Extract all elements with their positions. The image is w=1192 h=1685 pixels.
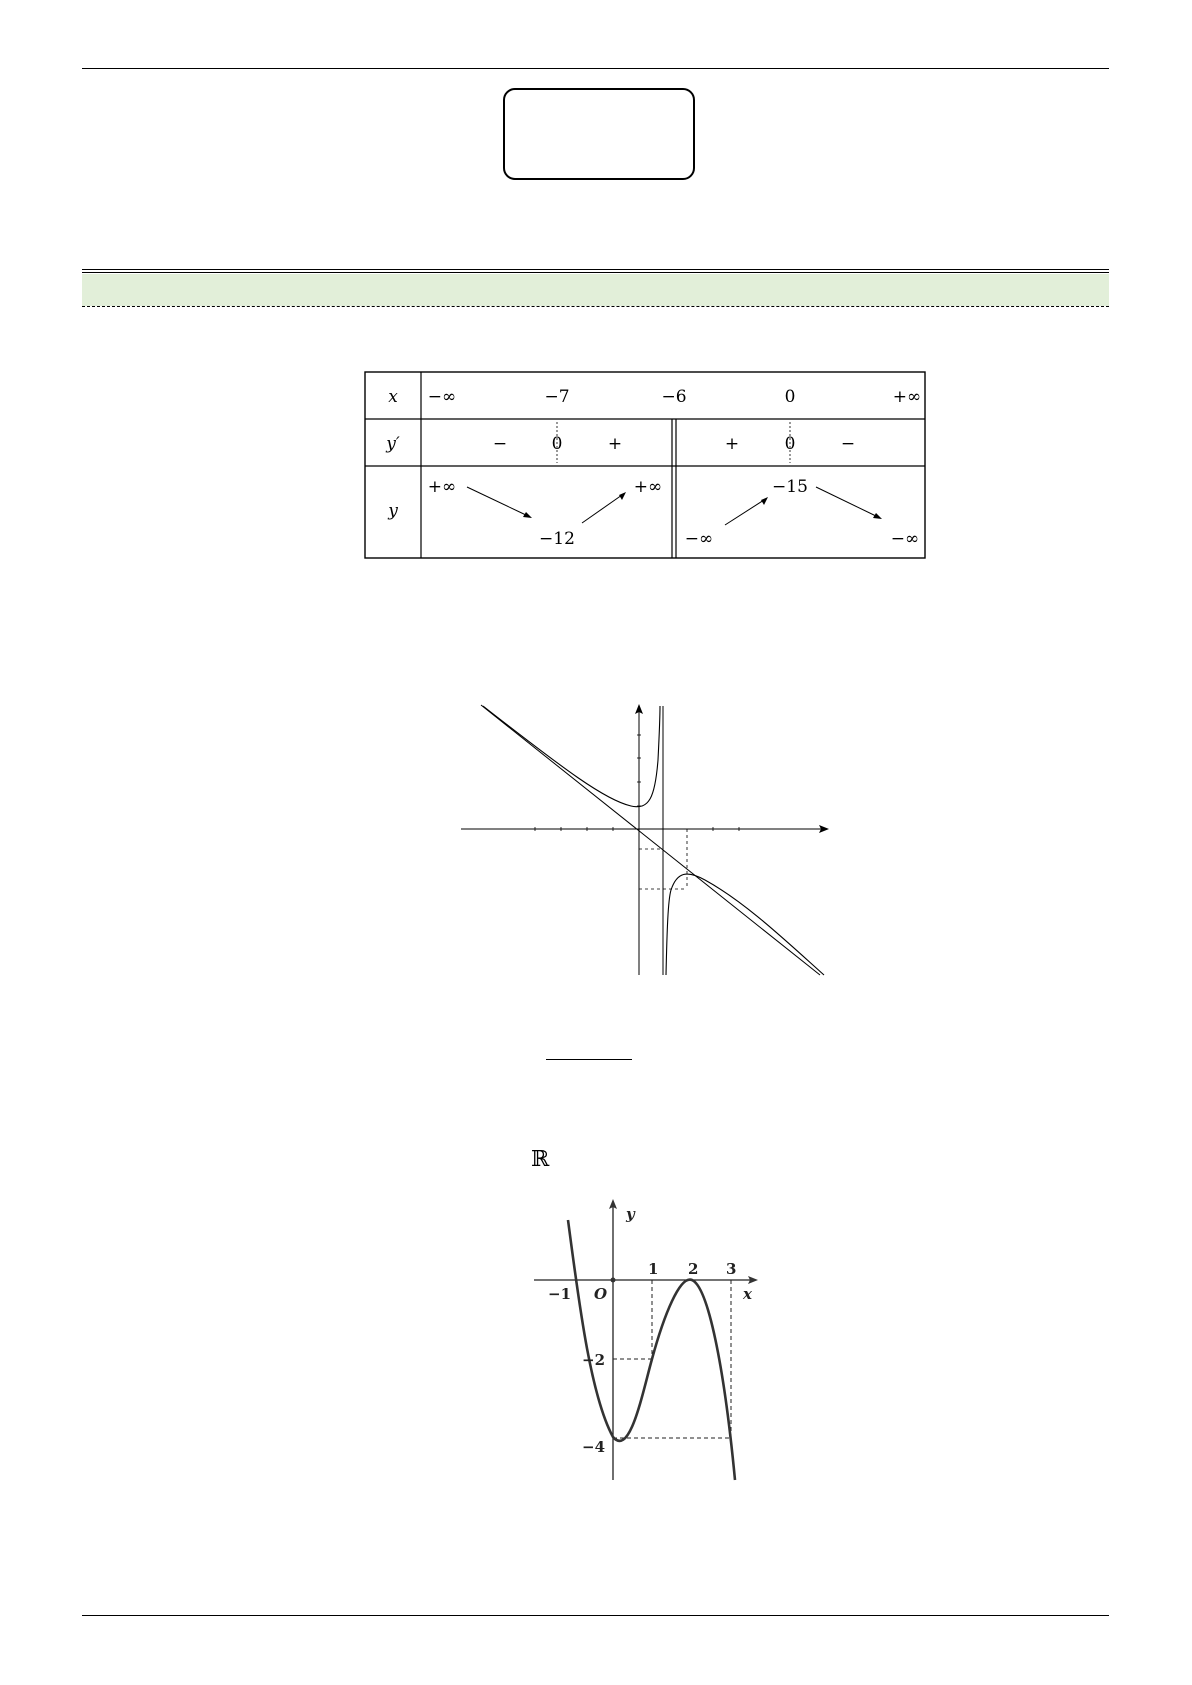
sign: − [840,434,856,454]
y-value: −∞ [890,529,920,549]
cubic-function-graph [530,1195,765,1485]
sign: 0 [551,434,563,454]
fraction-rule [546,1059,632,1060]
x-value: −∞ [427,387,457,407]
title-box [503,88,695,180]
y-value: +∞ [427,477,457,497]
oblique-asymptote [481,705,820,975]
header-rule [82,68,1109,69]
y-value: −12 [539,529,575,549]
section-band [82,269,1109,308]
x-value: −7 [544,387,570,407]
y-axis-label: y [626,1205,635,1223]
sign: − [492,434,508,454]
y-tick-label: −4 [582,1438,606,1456]
y-value: +∞ [633,477,663,497]
y-value: −∞ [684,529,714,549]
footer-rule [82,1615,1109,1616]
variation-table [360,370,930,563]
x-tick-label: −1 [548,1285,572,1303]
x-header: x [388,387,398,407]
rational-function-graph [455,700,840,980]
sign: + [607,434,623,454]
x-value: −6 [661,387,687,407]
origin-label: O [594,1285,608,1303]
x-value: +∞ [892,387,922,407]
y-tick-label: −2 [582,1351,606,1369]
x-axis-label: x [743,1285,752,1303]
real-numbers-symbol: ℝ [531,1147,550,1172]
sign: 0 [784,434,796,454]
x-value: 0 [784,387,796,407]
x-tick-label: 3 [726,1260,737,1278]
y-value: −15 [772,477,808,497]
x-tick-label: 2 [688,1260,699,1278]
sign: + [724,434,740,454]
x-tick-label: 1 [648,1260,659,1278]
y-header: y [388,501,398,521]
yprime-header: y′ [386,434,400,454]
curve-upper-branch [483,706,660,807]
